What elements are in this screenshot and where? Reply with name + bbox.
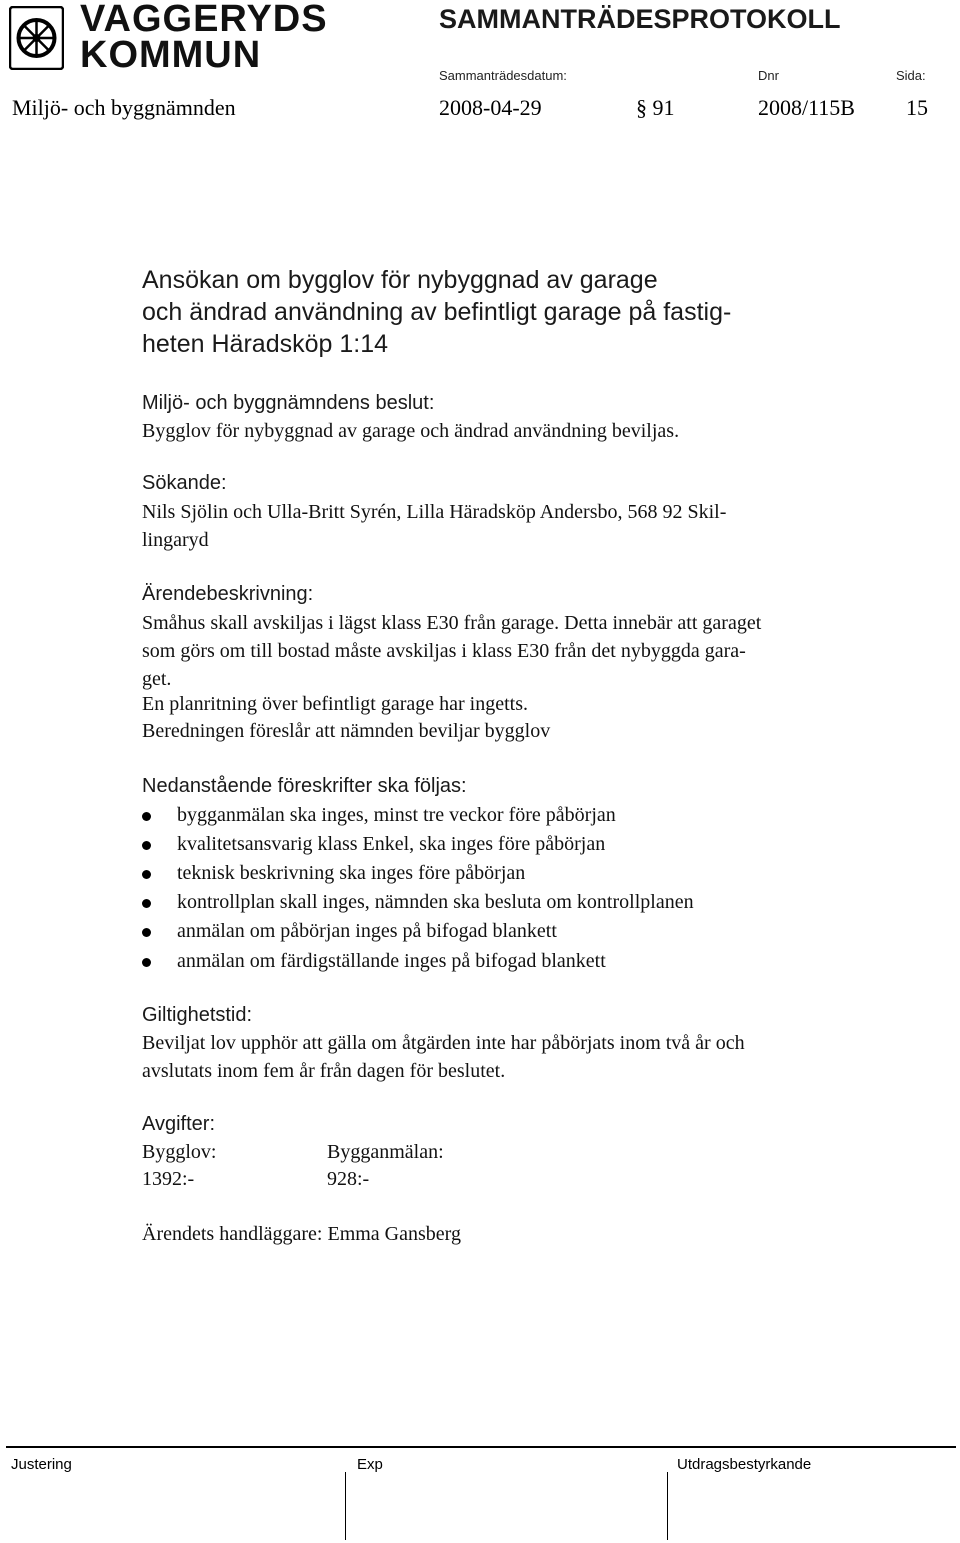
date-label: Sammanträdesdatum: bbox=[439, 68, 567, 83]
page-label: Sida: bbox=[896, 68, 926, 83]
description-line: Beredningen föreslår att nämnden beviljar bygglov bbox=[142, 720, 551, 742]
requirement-item: kontrollplan skall inges, nämnden ska besluta om kontrollplanen bbox=[177, 891, 694, 913]
requirement-item: anmälan om påbörjan inges på bifogad blankett bbox=[177, 920, 557, 942]
fees-heading: Avgifter: bbox=[142, 1113, 215, 1135]
validity-line: avslutats inom fem år från dagen för beslutet. bbox=[142, 1060, 506, 1082]
applicant-line: Nils Sjölin och Ulla-Britt Syrén, Lilla Häradsköp Andersbo, 568 92 Skil- bbox=[142, 501, 727, 523]
logo-text-line2: KOMMUN bbox=[80, 34, 262, 76]
bullet-icon bbox=[142, 899, 151, 908]
justering-label: Justering bbox=[11, 1456, 72, 1473]
notice-fee-amount: 928:- bbox=[327, 1168, 370, 1190]
dnr-label: Dnr bbox=[758, 68, 779, 83]
case-heading-line: och ändrad användning av befintligt garage på fastig- bbox=[142, 298, 732, 326]
description-line: get. bbox=[142, 668, 172, 690]
case-handler: Ärendets handläggare: Emma Gansberg bbox=[142, 1223, 461, 1245]
requirement-item: anmälan om färdigställande inges på bifogad blankett bbox=[177, 950, 606, 972]
logo-text-line1: VAGGERYDS bbox=[80, 0, 328, 40]
requirement-item: teknisk beskrivning ska inges före påbörjan bbox=[177, 862, 526, 884]
section-number: § 91 bbox=[636, 95, 675, 120]
description-line: En planritning över befintligt garage har ingetts. bbox=[142, 693, 528, 715]
bullet-icon bbox=[142, 870, 151, 879]
description-line: Småhus skall avskiljas i lägst klass E30 från garage. Detta innebär att garaget bbox=[142, 612, 762, 634]
requirements-heading: Nedanstående föreskrifter ska följas: bbox=[142, 775, 467, 797]
validity-line: Beviljat lov upphör att gälla om åtgärden inte har påbörjats inom två år och bbox=[142, 1032, 745, 1054]
bullet-icon bbox=[142, 958, 151, 967]
municipality-emblem-icon bbox=[9, 6, 64, 70]
bullet-icon bbox=[142, 841, 151, 850]
description-heading: Ärendebeskrivning: bbox=[142, 583, 314, 605]
extract-label: Utdragsbestyrkande bbox=[677, 1456, 812, 1473]
bullet-icon bbox=[142, 812, 151, 821]
permit-fee-amount: 1392:- bbox=[142, 1168, 195, 1190]
case-heading-line: Ansökan om bygglov för nybyggnad av garage bbox=[142, 266, 658, 294]
case-heading-line: heten Häradsköp 1:14 bbox=[142, 330, 389, 358]
exp-label: Exp bbox=[357, 1456, 383, 1473]
decision-heading: Miljö- och byggnämndens beslut: bbox=[142, 392, 435, 414]
signature-divider bbox=[345, 1472, 346, 1540]
meeting-date: 2008-04-29 bbox=[439, 95, 542, 120]
committee-name: Miljö- och byggnämnden bbox=[12, 95, 236, 120]
case-number: 2008/115B bbox=[758, 95, 855, 120]
applicant-line: lingaryd bbox=[142, 529, 209, 551]
signature-divider bbox=[667, 1472, 668, 1540]
decision-text: Bygglov för nybyggnad av garage och ändrad användning beviljas. bbox=[142, 420, 680, 442]
description-line: som görs om till bostad måste avskiljas i klass E30 från det nybyggda gara- bbox=[142, 640, 746, 662]
requirement-item: kvalitetsansvarig klass Enkel, ska inges före påbörjan bbox=[177, 833, 606, 855]
document-title: SAMMANTRÄDESPROTOKOLL bbox=[439, 4, 841, 34]
bullet-icon bbox=[142, 928, 151, 937]
page-number: 15 bbox=[906, 95, 928, 120]
applicant-heading: Sökande: bbox=[142, 472, 227, 494]
footer-divider bbox=[6, 1446, 956, 1448]
validity-heading: Giltighetstid: bbox=[142, 1004, 253, 1026]
notice-fee-label: Bygganmälan: bbox=[327, 1141, 444, 1163]
requirement-item: bygganmälan ska inges, minst tre veckor före påbörjan bbox=[177, 804, 616, 826]
permit-fee-label: Bygglov: bbox=[142, 1141, 217, 1163]
